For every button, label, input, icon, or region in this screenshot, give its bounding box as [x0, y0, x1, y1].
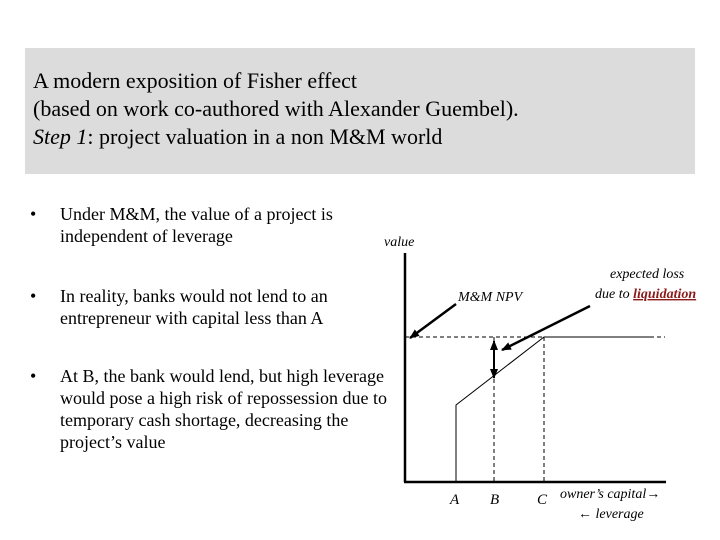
bullet-dot-icon: • — [30, 366, 37, 386]
liquidation-highlight: liquidation — [633, 287, 697, 302]
mm-npv-pointer-arrow — [410, 304, 456, 338]
expected-loss-prefix: due to — [595, 287, 634, 302]
mm-npv-label: M&M NPV — [458, 290, 523, 305]
bullet-text: Under M&M, the value of a project is independent of leverage — [60, 204, 333, 246]
bullet-text: In reality, banks would not lend to an entrepreneur with capital less than A — [60, 286, 328, 328]
title-line-1: A modern exposition of Fisher effect — [33, 68, 358, 93]
step-label: Step 1 — [33, 124, 88, 149]
x-tick-label-a: A — [450, 492, 460, 508]
title-line-2: (based on work co-authored with Alexander Guembel). — [33, 96, 519, 121]
step-description: : project valuation in a non M&M world — [87, 124, 443, 149]
y-axis-label: value — [384, 235, 415, 250]
project-value-curve — [456, 337, 651, 482]
bullet-dot-icon: • — [30, 286, 37, 306]
bullet-dot-icon: • — [30, 204, 37, 224]
x-axis-label-line-1: owner’s capital→ — [560, 487, 661, 502]
x-axis-label-line-2: ← leverage — [578, 507, 644, 522]
expected-loss-pointer-arrow — [502, 306, 590, 350]
bullet-text: At B, the bank would lend, but high leverage would pose a high risk of repossession due to temporary cash shortage, decreasing the project’s value — [60, 366, 387, 452]
x-tick-label-c: C — [537, 492, 548, 508]
expected-loss-label-line-1: expected loss — [610, 267, 685, 282]
x-tick-label-b: B — [490, 492, 500, 508]
expected-loss-label-line-2 — [595, 287, 696, 302]
